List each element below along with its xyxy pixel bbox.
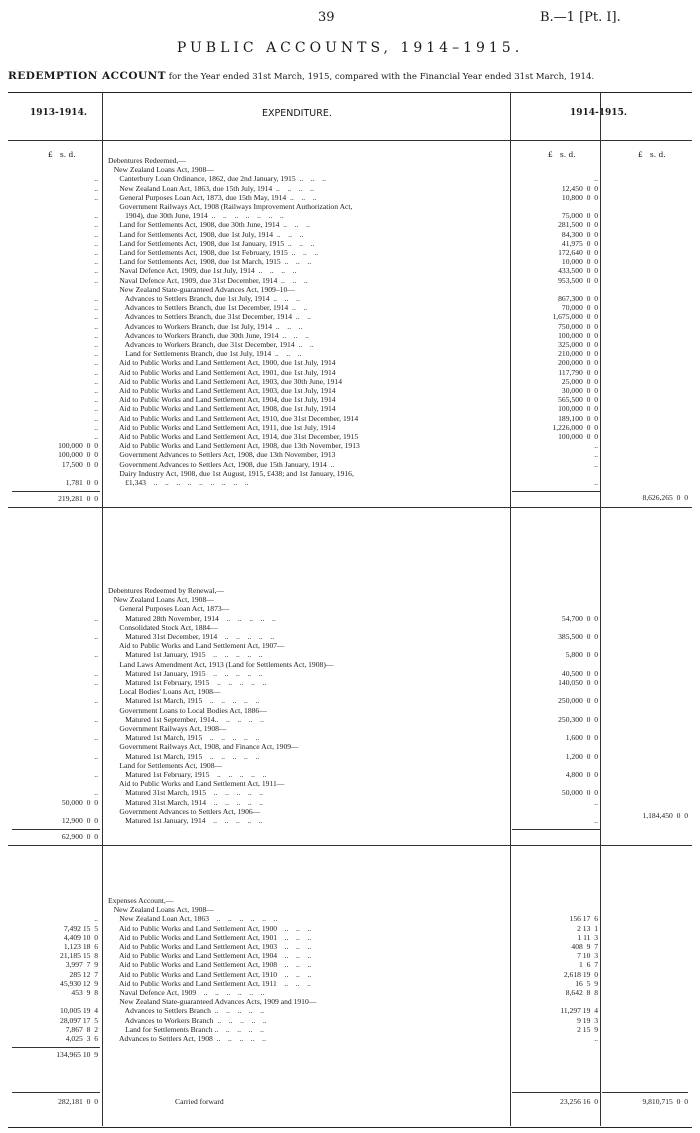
amount-1914: 5,800 0 0 <box>565 650 598 660</box>
amount-1914: 2,618 19 0 <box>563 969 598 979</box>
row-description: Advances to Workers Branch .. .. .. .. .. <box>108 1015 267 1025</box>
amount-1914: 953,500 0 0 <box>558 275 598 285</box>
amount-1914: 11,297 19 4 <box>560 1006 598 1016</box>
row-description: Matured 1st March, 1915 .. .. .. .. .. <box>108 696 260 706</box>
amount-1914: 70,000 0 0 <box>561 303 598 313</box>
amount-1914: 408 9 7 <box>571 942 598 951</box>
amount-1914: 16 5 9 <box>575 978 598 988</box>
amount-1913: 453 9 8 <box>71 988 98 997</box>
amount-1913: 100,000 0 0 <box>58 450 98 460</box>
row-description: New Zealand State-guaranteed Advances Act, 1909–10— <box>108 284 295 294</box>
amount-1913: .. <box>94 312 98 322</box>
row-description: New Zealand Loans Act, 1908— <box>108 905 214 915</box>
row-description: New Zealand Loan Act, 1863, due 15th July, 1914 .. .. .. .. <box>108 183 314 193</box>
amount-1914: 189,100 0 0 <box>558 413 598 423</box>
row-description: Government Railways Act, 1908, and Finance Act, 1909— <box>108 742 299 752</box>
row-description: Land for Settlements Act, 1908— <box>108 760 223 770</box>
account-subtitle <box>8 70 698 82</box>
column-header-expenditure: EXPENDITURE. <box>262 108 332 119</box>
amount-1914: 250,300 0 0 <box>558 714 598 724</box>
amount-1913: 10,005 19 4 <box>60 1006 98 1016</box>
row-description: Aid to Public Works and Land Settlement Act, 1901 .. .. .. <box>108 932 312 942</box>
amount-1914: 10,000 0 0 <box>561 257 598 267</box>
row-description: Aid to Public Works and Land Settlement Act, 1903, due 1st July, 1914 <box>108 386 336 395</box>
amount-1914: 25,000 0 0 <box>561 376 598 386</box>
amount-1914: .. <box>594 459 598 469</box>
amount-1913: 28,097 17 5 <box>60 1015 98 1025</box>
amount-1914: 1 11 3 <box>577 932 598 942</box>
amount-1913: .. <box>94 632 98 641</box>
row-description: Government Railways Act, 1908— <box>108 724 227 733</box>
amount-1914: .. <box>594 478 598 487</box>
amount-1914: 30,000 0 0 <box>561 386 598 395</box>
amount-1913: .. <box>94 422 98 432</box>
amount-1914: 54,700 0 0 <box>561 613 598 623</box>
row-description: New Zealand Loans Act, 1908— <box>108 165 214 175</box>
row-description: Expenses Account,— <box>108 896 174 905</box>
column-divider <box>102 92 103 1126</box>
lsd-header: £ s. d. <box>48 150 76 159</box>
row-description: Debentures Redeemed,— <box>108 156 187 165</box>
amount-1914: 281,500 0 0 <box>558 220 598 230</box>
amount-1913: 21,185 15 8 <box>60 951 98 961</box>
row-description: Land for Settlements Branch, due 1st July, 1914 .. .. .. <box>108 349 302 359</box>
lsd-header: £ s. d. <box>548 150 576 159</box>
amount-1913: .. <box>94 303 98 313</box>
header-rule <box>8 140 692 141</box>
amount-1913: .. <box>94 275 98 285</box>
row-description: Advances to Workers Branch, due 1st July, 1914 .. .. .. <box>108 321 303 331</box>
amount-1913: .. <box>94 340 98 349</box>
amount-1914: 40,500 0 0 <box>561 668 598 678</box>
amount-1914: 1,675,000 0 0 <box>552 312 598 322</box>
row-description: Land for Settlements Act, 1908, due 1st February, 1915 .. .. .. <box>108 248 319 257</box>
row-description: Government Advances to Settlers Act, 1908, due 13th November, 1913 <box>108 450 336 460</box>
subtotal-1914: 8,626,265 0 0 <box>642 493 688 503</box>
row-description: Dairy Industry Act, 1908, due 1st August, 1915, £438; and 1st January, 1916, <box>108 468 354 478</box>
amount-1914: 100,000 0 0 <box>558 404 598 414</box>
column-divider <box>510 92 511 1126</box>
column-divider <box>600 92 601 1126</box>
subtotal-1913: 62,900 0 0 <box>61 832 98 842</box>
amount-1914: 8,642 8 8 <box>565 988 598 997</box>
total-rule <box>12 491 100 492</box>
amount-1914: 156 17 6 <box>569 914 598 924</box>
carried-forward-1913: 282,181 0 0 <box>58 1097 98 1106</box>
row-description: Matured 31st March, 1914 .. .. .. .. .. <box>108 797 264 807</box>
row-description: Aid to Public Works and Land Settlement Act, 1911— <box>108 779 285 789</box>
amount-1913: .. <box>94 404 98 414</box>
amount-1914: 84,300 0 0 <box>561 229 598 239</box>
account-heading: REDEMPTION ACCOUNT <box>8 70 167 82</box>
amount-1913: .. <box>94 183 98 193</box>
row-description: £1,343 .. .. .. .. .. .. .. .. .. <box>108 478 249 487</box>
amount-1914: 1,226,000 0 0 <box>552 422 598 432</box>
row-description: Aid to Public Works and Land Settlement Act, 1900, due 1st July, 1914 <box>108 358 336 368</box>
amount-1913: .. <box>94 192 98 202</box>
row-description: Aid to Public Works and Land Settlement Act, 1908, due 13th November, 1913 <box>108 441 360 451</box>
amount-1914: 75,000 0 0 <box>561 211 598 221</box>
amount-1914: 2 13 1 <box>577 923 598 933</box>
amount-1913: .. <box>94 376 98 386</box>
amount-1913: .. <box>94 413 98 423</box>
row-description: Aid to Public Works and Land Settlement Act, 1911, due 1st July, 1914 <box>108 422 336 432</box>
amount-1914: .. <box>594 816 598 825</box>
amount-1914: 9 19 3 <box>577 1015 598 1025</box>
row-description: Naval Defence Act, 1909, due 1st July, 1914 .. .. .. .. <box>108 266 297 276</box>
carried-forward-1914: 9,810,715 0 0 <box>642 1097 688 1106</box>
row-description: Aid to Public Works and Land Settlement Act, 1901, due 1st July, 1914 <box>108 367 336 377</box>
amount-1913: .. <box>94 733 98 743</box>
amount-1913: 45,930 12 9 <box>60 978 98 988</box>
amount-1913: 1,123 18 6 <box>63 942 98 951</box>
total-rule <box>602 1092 688 1093</box>
amount-1913: .. <box>94 650 98 660</box>
lsd-header: £ s. d. <box>638 150 666 159</box>
row-description: Aid to Public Works and Land Settlement Act, 1914, due 31st December, 1915 <box>108 432 359 441</box>
amount-1914: 100,000 0 0 <box>558 330 598 340</box>
row-description: Land Laws Amendment Act, 1913 (Land for Settlements Act, 1908)— <box>108 659 334 669</box>
row-description: Debentures Redeemed by Renewal,— <box>108 586 224 595</box>
amount-1913: 50,000 0 0 <box>61 797 98 807</box>
subtotal-1913: 134,965 10 9 <box>56 1050 98 1060</box>
amount-1913: 4,025 3 6 <box>65 1034 98 1043</box>
amount-1914: 200,000 0 0 <box>558 358 598 368</box>
total-rule <box>12 1047 100 1048</box>
row-description: Government Railways Act, 1908 (Railways Improvement Authorization Act, <box>108 202 353 211</box>
row-description: Aid to Public Works and Land Settlement Act, 1910 .. .. .. <box>108 969 312 979</box>
amount-1913: 100,000 0 0 <box>58 441 98 451</box>
amount-1914: 117,790 0 0 <box>558 367 598 377</box>
amount-1914: 12,450 0 0 <box>561 183 598 193</box>
amount-1913: 1,781 0 0 <box>65 478 98 487</box>
row-description: Aid to Public Works and Land Settlement Act, 1903 .. .. .. <box>108 942 312 951</box>
amount-1913: .. <box>94 211 98 221</box>
row-description: Land for Settlements Act, 1908, due 1st January, 1915 .. .. .. <box>108 238 315 248</box>
total-rule <box>12 1092 100 1093</box>
row-description: Land for Settlements Act, 1908, due 1st March, 1915 .. .. .. <box>108 257 312 267</box>
amount-1914: .. <box>594 797 598 807</box>
column-header-1914: 1914-1915. <box>570 108 627 118</box>
carried-forward-1914-mid: 23,256 16 0 <box>560 1097 598 1106</box>
amount-1914: 433,500 0 0 <box>558 266 598 276</box>
amount-1913: .. <box>94 358 98 368</box>
row-description: Aid to Public Works and Land Settlement Act, 1900 .. .. .. <box>108 923 312 933</box>
amount-1913: 7,867 8 2 <box>65 1024 98 1034</box>
amount-1913: .. <box>94 238 98 248</box>
row-description: Aid to Public Works and Land Settlement Act, 1907— <box>108 641 285 651</box>
total-rule <box>8 507 692 508</box>
total-rule <box>512 1092 600 1093</box>
amount-1914: 565,500 0 0 <box>558 395 598 405</box>
row-description: New Zealand Loan Act, 1863 .. .. .. .. .. .. <box>108 914 278 924</box>
amount-1914: 1,600 0 0 <box>565 733 598 743</box>
row-description: Matured 1st February, 1915 .. .. .. .. .. <box>108 678 267 687</box>
carried-forward-label: Carried forward <box>175 1097 224 1106</box>
subtotal-1914: 1,184,450 0 0 <box>642 811 688 821</box>
row-description: Aid to Public Works and Land Settlement Act, 1908 .. .. .. <box>108 960 312 970</box>
amount-1913: .. <box>94 613 98 623</box>
amount-1913: 4,409 10 0 <box>63 932 98 942</box>
amount-1914: 100,000 0 0 <box>558 432 598 441</box>
amount-1914: 385,500 0 0 <box>558 632 598 641</box>
row-description: Advances to Settlers Act, 1908 .. .. .. .. .. <box>108 1034 266 1043</box>
amount-1913: .. <box>94 266 98 276</box>
account-period: for the Year ended 31st March, 1915, compared with the Financial Year ended 31st March, 1914. <box>166 72 595 82</box>
amount-1913: .. <box>94 432 98 441</box>
row-description: Aid to Public Works and Land Settlement Act, 1908, due 1st July, 1914 <box>108 404 336 414</box>
row-description: Matured 1st March, 1915 .. .. .. .. .. <box>108 733 260 743</box>
row-description: Matured 31st December, 1914 .. .. .. .. .. <box>108 632 275 641</box>
row-description: Naval Defence Act, 1909, due 31st December, 1914 .. .. .. <box>108 275 308 285</box>
row-description: Local Bodies' Loans Act, 1908— <box>108 687 221 697</box>
amount-1914: .. <box>594 450 598 460</box>
amount-1913: .. <box>94 174 98 184</box>
row-description: Aid to Public Works and Land Settlement Act, 1904, due 1st July, 1914 <box>108 395 336 405</box>
row-description: Matured 1st January, 1915 .. .. .. .. .. <box>108 668 263 678</box>
row-description: 1904), due 30th June, 1914 .. .. .. .. .. .. .. <box>108 211 284 221</box>
amount-1913: .. <box>94 229 98 239</box>
amount-1913: .. <box>94 395 98 405</box>
total-rule <box>512 491 600 492</box>
amount-1914: 2 15 9 <box>577 1024 598 1034</box>
row-description: Canterbury Loan Ordinance, 1862, due 2nd January, 1915 .. .. .. <box>108 174 326 184</box>
row-description: Advances to Workers Branch, due 31st December, 1914 .. .. <box>108 340 314 349</box>
amount-1914: .. <box>594 174 598 184</box>
amount-1913: 17,500 0 0 <box>61 459 98 469</box>
row-description: Aid to Public Works and Land Settlement Act, 1911 .. .. .. <box>108 978 311 988</box>
row-description: Advances to Settlers Branch .. .. .. .. .. <box>108 1006 265 1016</box>
row-description: Government Advances to Settlers Act, 1906— <box>108 806 261 816</box>
amount-1914: 750,000 0 0 <box>558 321 598 331</box>
amount-1914: .. <box>594 1034 598 1043</box>
row-description: General Purposes Loan Act, 1873— <box>108 604 230 614</box>
total-rule <box>12 829 100 830</box>
amount-1914: 41,975 0 0 <box>561 238 598 248</box>
row-description: Land for Settlements Branch .. .. .. .. .. <box>108 1024 264 1034</box>
row-description: Matured 1st September, 1914.. .. .. .. .. <box>108 714 264 724</box>
row-description: Advances to Workers Branch, due 30th June, 1914 .. .. .. <box>108 330 309 340</box>
amount-1913: .. <box>94 367 98 377</box>
amount-1913: .. <box>94 788 98 798</box>
row-description: Aid to Public Works and Land Settlement Act, 1910, due 31st December, 1914 <box>108 413 359 423</box>
row-description: Matured 28th November, 1914 .. .. .. .. .. <box>108 613 276 623</box>
amount-1913: .. <box>94 668 98 678</box>
column-header-1913: 1913-1914. <box>30 108 87 118</box>
row-description: General Purposes Loan Act, 1873, due 15th May, 1914 .. .. .. <box>108 192 317 202</box>
amount-1913: .. <box>94 751 98 761</box>
row-description: Land for Settlements Act, 1908, due 1st July, 1914 .. .. .. <box>108 229 304 239</box>
row-description: Matured 1st February, 1915 .. .. .. .. .. <box>108 770 267 779</box>
row-description: New Zealand State-guaranteed Advances Acts, 1909 and 1910— <box>108 997 317 1007</box>
amount-1913: .. <box>94 294 98 303</box>
amount-1913: .. <box>94 330 98 340</box>
amount-1914: 10,800 0 0 <box>561 192 598 202</box>
amount-1913: .. <box>94 220 98 230</box>
amount-1914: 4,800 0 0 <box>565 770 598 779</box>
total-rule <box>512 829 600 830</box>
row-description: New Zealand Loans Act, 1908— <box>108 595 214 605</box>
row-description: Advances to Settlers Branch, due 1st July, 1914 .. .. .. <box>108 294 300 303</box>
total-rule <box>8 845 692 846</box>
amount-1914: 325,000 0 0 <box>558 340 598 349</box>
amount-1913: .. <box>94 349 98 359</box>
row-description: Government Advances to Settlers Act, 1908, due 15th January, 1914 .. <box>108 459 335 469</box>
row-description: Naval Defence Act, 1909 .. .. .. .. .. .. <box>108 988 265 997</box>
amount-1913: 3,997 7 9 <box>65 960 98 970</box>
row-description: Aid to Public Works and Land Settlement Act, 1904 .. .. .. <box>108 951 312 961</box>
amount-1913: 285 12 7 <box>69 969 98 979</box>
amount-1914: 1,200 0 0 <box>565 751 598 761</box>
amount-1914: .. <box>594 441 598 451</box>
amount-1914: 140,050 0 0 <box>558 678 598 687</box>
row-description: Matured 1st March, 1915 .. .. .. .. .. <box>108 751 260 761</box>
row-description: Land for Settlements Act, 1908, due 30th June, 1914 .. .. .. <box>108 220 310 230</box>
row-description: Aid to Public Works and Land Settlement Act, 1903, due 30th June, 1914 <box>108 376 342 386</box>
amount-1913: .. <box>94 386 98 395</box>
amount-1913: 7,492 15 5 <box>63 923 98 933</box>
page-number: 39 <box>318 10 335 25</box>
row-description: Matured 1st January, 1914 .. .. .. .. .. <box>108 816 263 825</box>
row-description: Advances to Settlers Branch, due 1st December, 1914 .. .. <box>108 303 308 313</box>
page-title: PUBLIC ACCOUNTS, 1914–1915. <box>176 40 524 56</box>
row-description: Advances to Settlers Branch, due 31st December, 1914 .. .. <box>108 312 311 322</box>
row-description: Matured 31st March, 1915 .. .. .. .. .. <box>108 788 264 798</box>
row-description: Government Loans to Local Bodies Act, 1886— <box>108 705 267 715</box>
amount-1914: 867,300 0 0 <box>558 294 598 303</box>
document-reference: B.—1 [Pt. I]. <box>540 10 621 25</box>
amount-1914: 50,000 0 0 <box>561 788 598 798</box>
row-description: Matured 1st January, 1915 .. .. .. .. .. <box>108 650 263 660</box>
amount-1914: 1 6 7 <box>579 960 598 970</box>
amount-1914: 172,640 0 0 <box>558 248 598 257</box>
subtotal-1913: 219,281 0 0 <box>58 494 98 504</box>
amount-1914: 210,000 0 0 <box>558 349 598 359</box>
amount-1913: .. <box>94 257 98 267</box>
amount-1913: .. <box>94 321 98 331</box>
amount-1913: 12,900 0 0 <box>61 816 98 825</box>
amount-1914: 250,000 0 0 <box>558 696 598 706</box>
amount-1913: .. <box>94 770 98 779</box>
row-description: Consolidated Stock Act, 1884— <box>108 622 218 632</box>
amount-1913: .. <box>94 678 98 687</box>
amount-1913: .. <box>94 914 98 924</box>
amount-1913: .. <box>94 696 98 706</box>
amount-1914: 7 10 3 <box>577 951 598 961</box>
amount-1913: .. <box>94 714 98 724</box>
amount-1913: .. <box>94 248 98 257</box>
